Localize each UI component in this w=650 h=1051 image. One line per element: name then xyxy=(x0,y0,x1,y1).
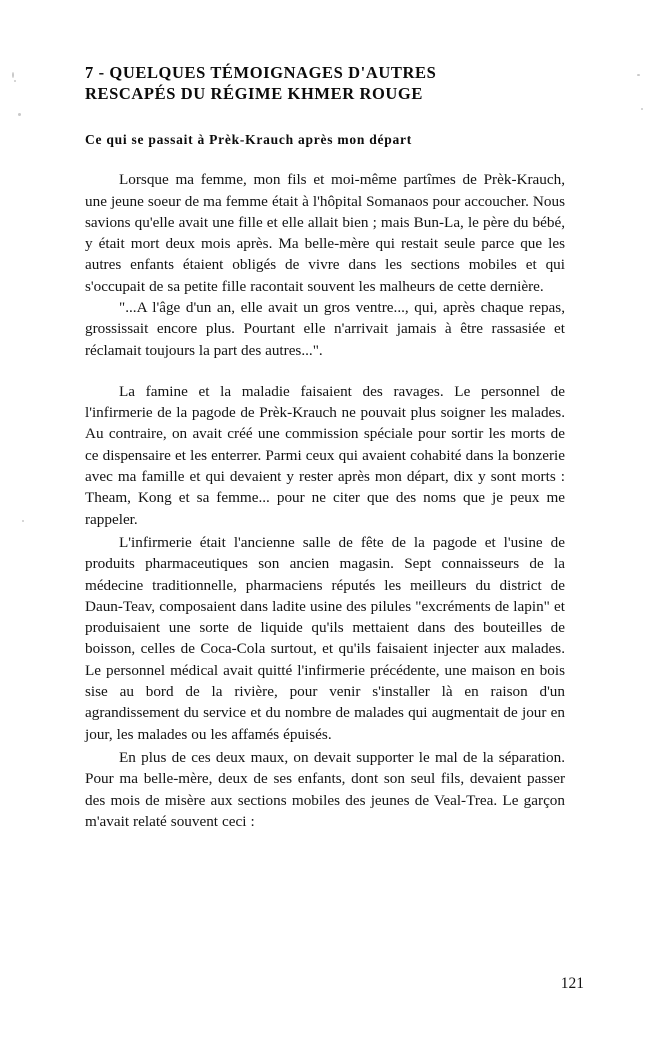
chapter-title-line-2: RESCAPÉS DU RÉGIME KHMER ROUGE xyxy=(85,84,423,104)
body-paragraph: L'infirmerie était l'ancienne salle de fête de la pagode et l'usine de produits pharmaceutiques son ancien magasin. Sept connaisseurs de la médecine traditionnelle, pharmaciens réputés les meilleurs du district de Daun-Teav, composaient dans ladite usine des pilules "excréments de lapin" et produisaient une sorte de liquide qu'ils mettaient dans des bouteilles de boisson, celles de Coca-Cola surtout, et qu'ils faisaient injecter aux malades. Le personnel médical avait quitté l'infirmerie précédente, une maison en bois sise au bord de la rivière, pour venir s'installer là en raison d'un agrandissement du service et du nombre de malades qui augmentait de jour en jour, les malades ou les affamés épuisés. xyxy=(85,533,565,743)
chapter-title-line-1: 7 - QUELQUES TÉMOIGNAGES D'AUTRES xyxy=(85,63,437,82)
scan-speckle xyxy=(637,74,640,76)
body-paragraph: Lorsque ma femme, mon fils et moi-même partîmes de Prèk-Krauch, une jeune soeur de ma femme était à l'hôpital Somanaos pour accoucher. Nous savions qu'elle avait une fille et elle allait bien ; mais Bun-La, le père du bébé, y était mort deux mois après. Ma belle-mère qui restait seule parce que les autres enfants étaient obligés de vivre dans les sections mobiles et qui s'occupait de sa petite fille racontait souvent les malheurs de cette dernière. xyxy=(85,171,565,295)
scan-speckle xyxy=(14,80,16,82)
scan-speckle xyxy=(641,108,643,110)
chapter-title xyxy=(85,62,565,104)
scan-speckle xyxy=(12,72,14,78)
page-content xyxy=(85,62,565,832)
body-paragraph: La famine et la maladie faisaient des ravages. Le personnel de l'infirmerie de la pagode de Prèk-Krauch ne pouvait plus soigner les malades. Au contraire, on avait créé une commission spéciale pour sortir les morts de ce dispensaire et les enterrer. Parmi ceux qui avaient cohabité dans la bonzerie avec ma famille et qui devaient y rester après mon départ, dix y sont morts : Theam, Kong et sa femme... pour ne citer que des noms que je peux me rappeler. xyxy=(85,382,565,528)
quoted-testimony-paragraph: "...A l'âge d'un an, elle avait un gros ventre..., qui, après chaque repas, grossissait encore plus. Pourtant elle n'arrivait jamais à être rassasiée et réclamait toujours la part des autres...". xyxy=(85,299,565,359)
body-paragraph: En plus de ces deux maux, on devait supporter le mal de la séparation. Pour ma belle-mère, deux de ses enfants, dont son seul fils, devaient passer des mois de misère aux sections mobiles des jeunes de Veal-Trea. Le garçon m'avait relaté souvent ceci : xyxy=(85,748,565,830)
page-number: 121 xyxy=(560,975,584,992)
scan-speckle xyxy=(22,520,24,522)
section-subtitle: Ce qui se passait à Prèk-Krauch après mon départ xyxy=(85,132,412,148)
scan-speckle xyxy=(18,113,21,116)
